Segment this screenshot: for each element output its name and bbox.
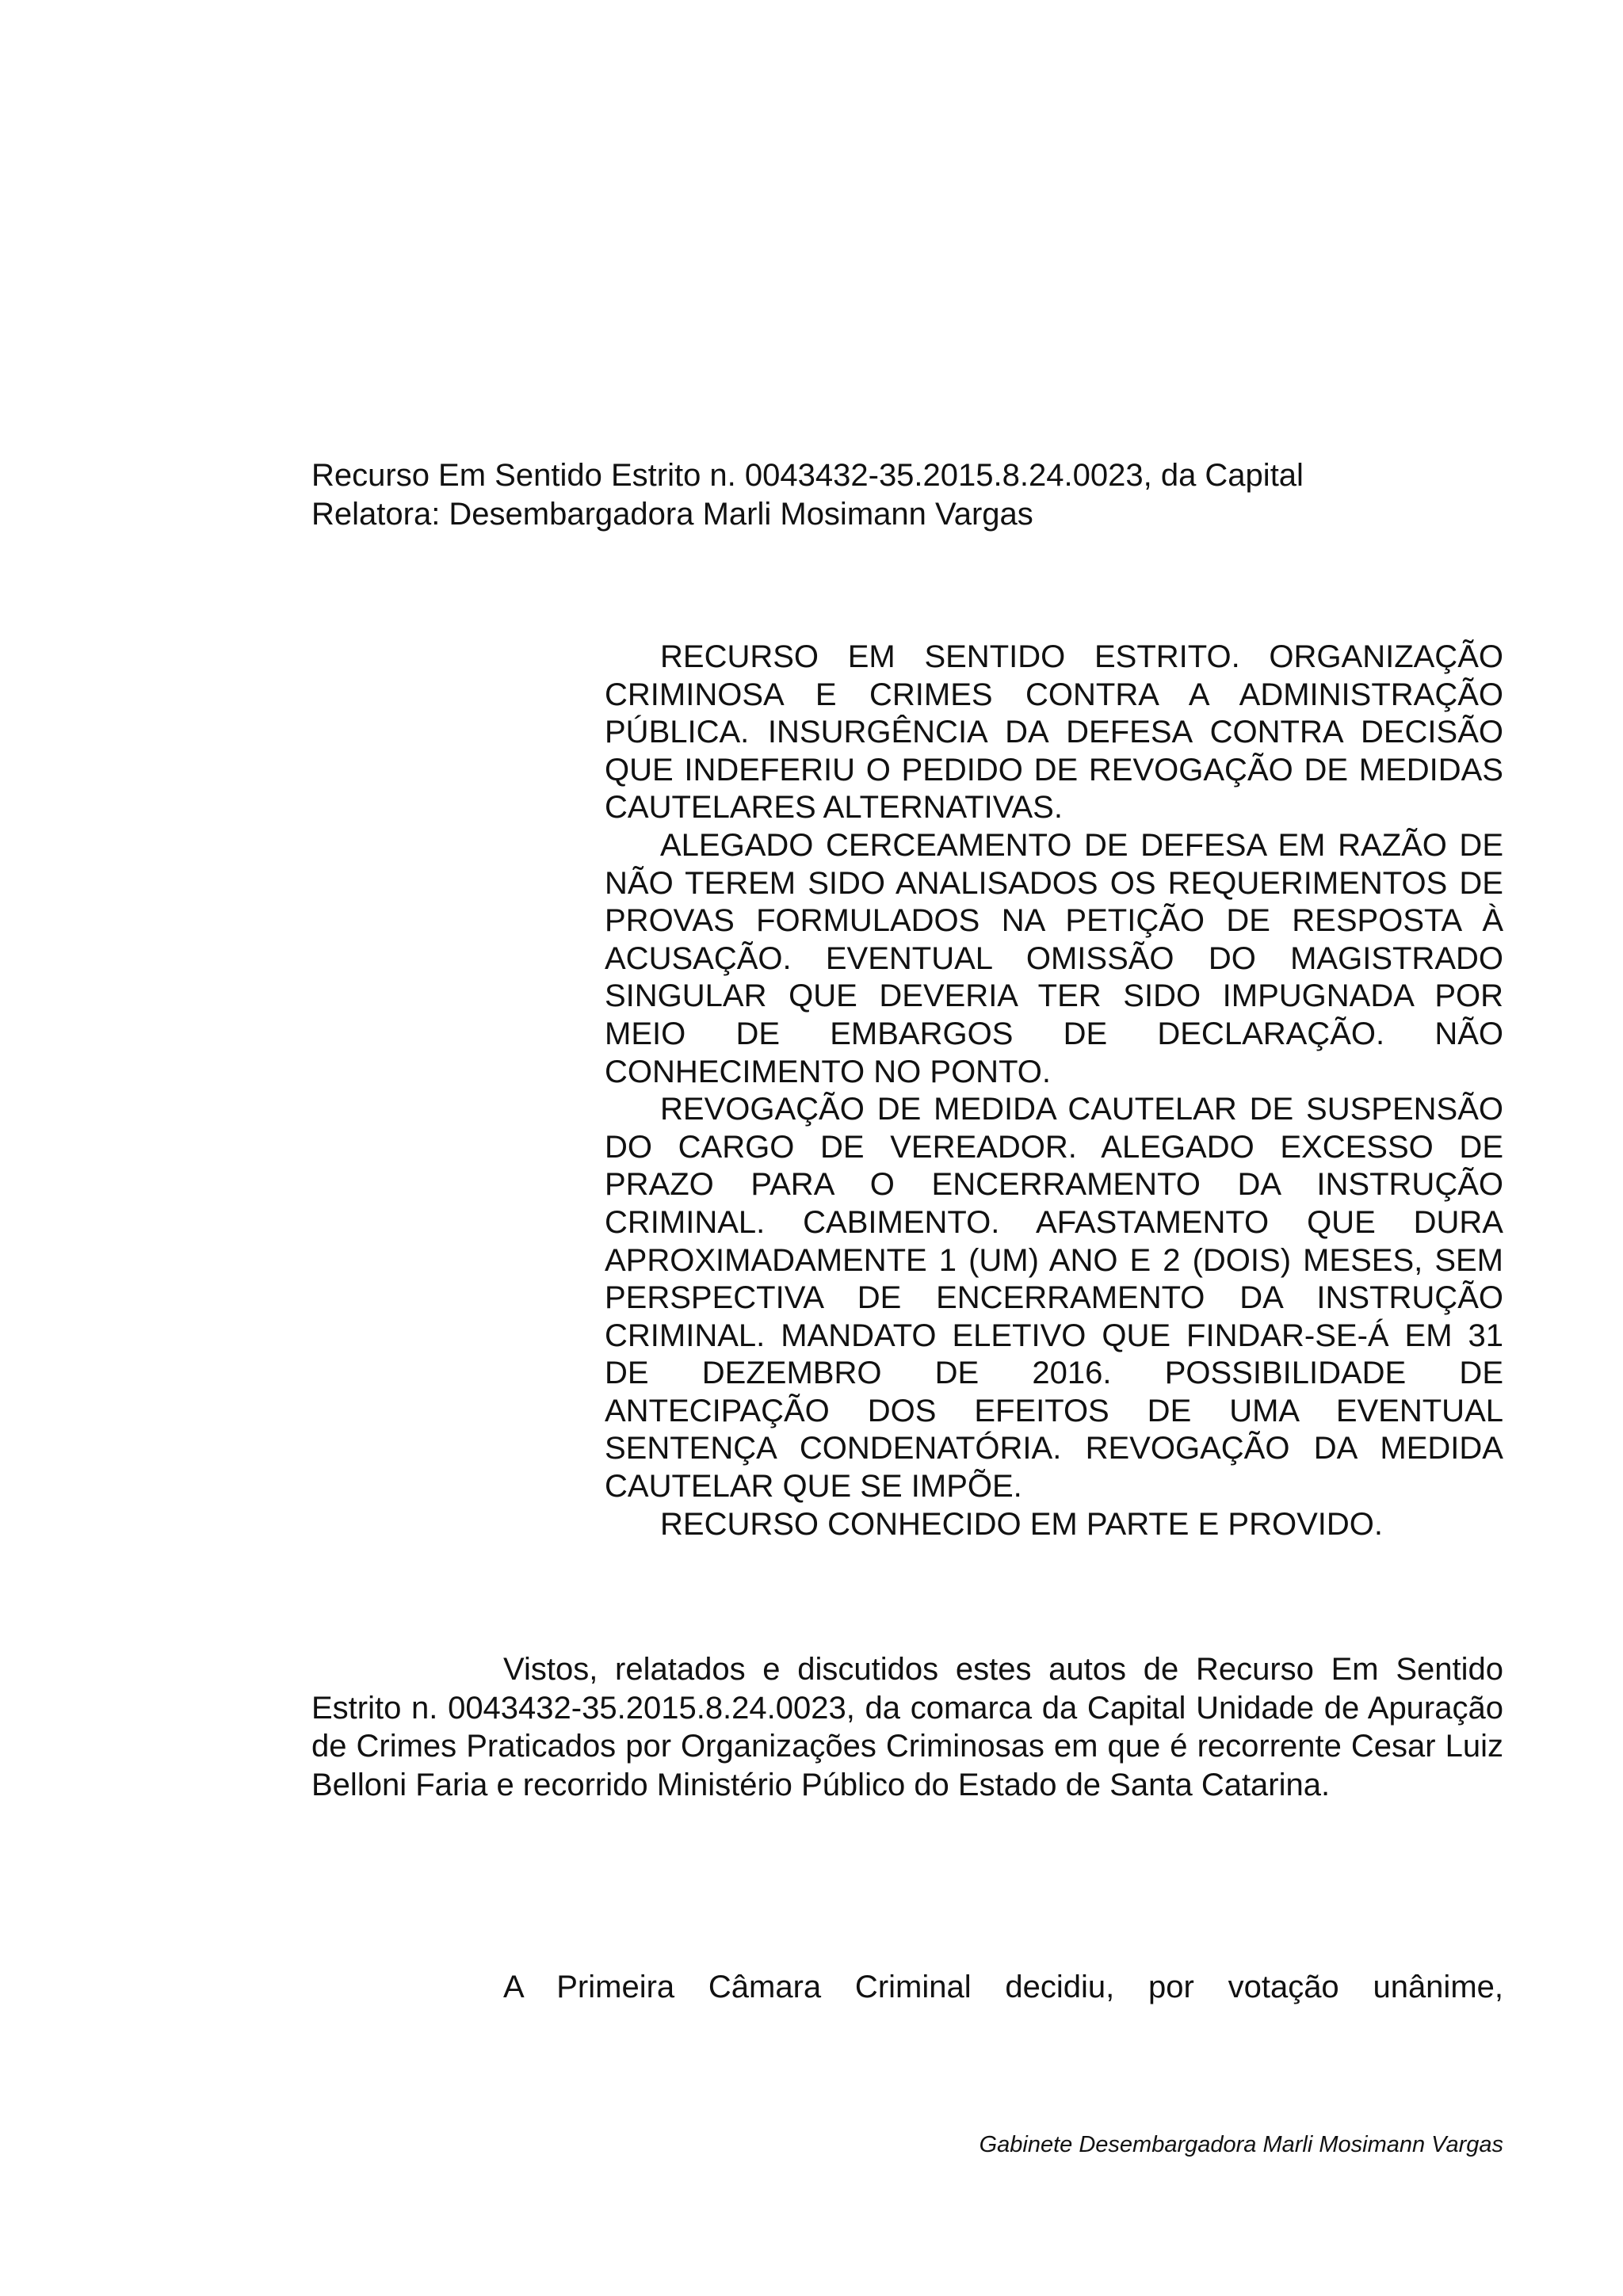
ementa-paragraph: RECURSO CONHECIDO EM PARTE E PROVIDO.: [660, 1506, 1383, 1542]
decision-paragraph: A Primeira Câmara Criminal decidiu, por votação unânime,: [503, 1970, 1503, 2004]
vistos-paragraph: Vistos, relatados e discutidos estes autos de Recurso Em Sentido Estrito n. 0043432-35.2015.8.24.0023, da comarca da Capital Unidade de Apuração de Crimes Praticados por Organizações Criminosas em que é recorrente Cesar Luiz Belloni Faria e recorrido Ministério Público do Estado de Santa Catarina.: [311, 1652, 1503, 1802]
ementa-paragraph: ALEGADO CERCEAMENTO DE DEFESA EM RAZÃO DE NÃO TEREM SIDO ANALISADOS OS REQUERIMENTOS DE PROVAS FORMULADOS NA PETIÇÃO DE RESPOSTA À ACUSAÇÃO. EVENTUAL OMISSÃO DO MAGISTRADO SINGULAR QUE DEVERIA TER SIDO IMPUGNADA POR MEIO DE EMBARGOS DE DECLARAÇÃO. NÃO CONHECIMENTO NO PONTO.: [605, 827, 1503, 1089]
case-number-line: Recurso Em Sentido Estrito n. 0043432-35.2015.8.24.0023, da Capital: [311, 458, 1304, 493]
case-header: [311, 456, 1516, 534]
ementa-summary: [605, 639, 1503, 1543]
vistos-section: [311, 1650, 1503, 1804]
ementa-paragraph: REVOGAÇÃO DE MEDIDA CAUTELAR DE SUSPENSÃO DO CARGO DE VEREADOR. ALEGADO EXCESSO DE PRAZO PARA O ENCERRAMENTO DA INSTRUÇÃO CRIMINAL. CABIMENTO. AFASTAMENTO QUE DURA APROXIMADAMENTE 1 (UM) ANO E 2 (DOIS) MESES, SEM PERSPECTIVA DE ENCERRAMENTO DA INSTRUÇÃO CRIMINAL. MANDATO ELETIVO QUE FINDAR-SE-Á EM 31 DE DEZEMBRO DE 2016. POSSIBILIDADE DE ANTECIPAÇÃO DOS EFEITOS DE UMA EVENTUAL SENTENÇA CONDENATÓRIA. REVOGAÇÃO DA MEDIDA CAUTELAR QUE SE IMPÕE.: [605, 1092, 1503, 1505]
ementa-paragraph: RECURSO EM SENTIDO ESTRITO. ORGANIZAÇÃO CRIMINOSA E CRIMES CONTRA A ADMINISTRAÇÃO PÚBLICA. INSURGÊNCIA DA DEFESA CONTRA DECISÃO QUE INDEFERIU O PEDIDO DE REVOGAÇÃO DE MEDIDAS CAUTELARES ALTERNATIVAS.: [605, 639, 1503, 826]
page-footer: Gabinete Desembargadora Marli Mosimann Vargas: [979, 2132, 1503, 2157]
rapporteur-line: Relatora: Desembargadora Marli Mosimann Vargas: [311, 497, 1033, 532]
